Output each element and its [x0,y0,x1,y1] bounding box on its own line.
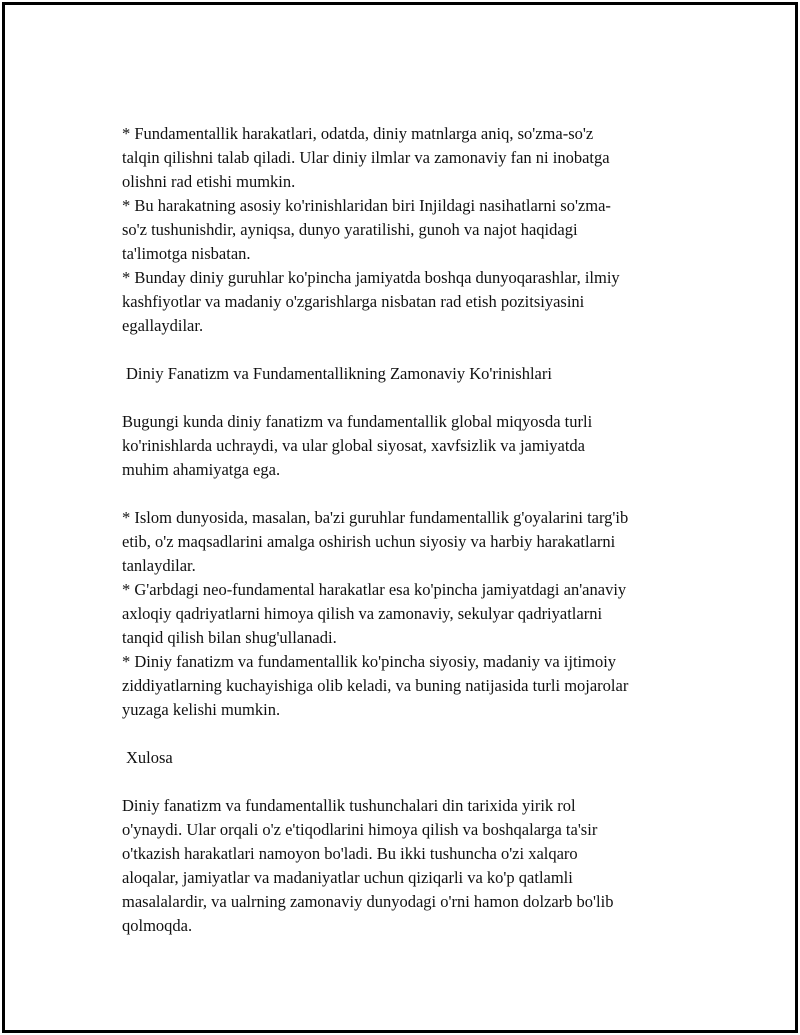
text-line: ziddiyatlarning kuchayishiga olib keladi, va buning natijasida turli mojarolar [122,676,629,695]
text-line: ko'rinishlarda uchraydi, va ular global siyosat, xavfsizlik va jamiyatda [122,436,586,455]
text-line: * Islom dunyosida, masalan, ba'zi guruhlar fundamentallik g'oyalarini targ'ib [122,508,629,527]
text-line: yuzaga kelishi mumkin. [122,700,281,719]
text-line: etib, o'z maqsadlarini amalga oshirish uchun siyosiy va harbiy harakatlarni [122,532,616,551]
text-line: o'tkazish harakatlari namoyon bo'ladi. Bu ikki tushuncha o'zi xalqaro [122,844,578,863]
text-line: ta'limotga nisbatan. [122,244,251,263]
text-line: egallaydilar. [122,316,204,335]
section-heading-modern-forms: Diniy Fanatizm va Fundamentallikning Zamonaviy Ko'rinishlari [126,364,552,383]
spacer [122,386,692,410]
text-line: tanqid qilish bilan shug'ullanadi. [122,628,337,647]
text-line: o'ynaydi. Ular orqali o'z e'tiqodlarini himoya qilish va boshqalarga ta'sir [122,820,598,839]
spacer [122,722,692,746]
text-line: aloqalar, jamiyatlar va madaniyatlar uchun qiziqarli va ko'p qatlamli [122,868,573,887]
text-line: * Diniy fanatizm va fundamentallik ko'pincha siyosiy, madaniy va ijtimoiy [122,652,617,671]
text-line: * Bunday diniy guruhlar ko'pincha jamiyatda boshqa dunyoqarashlar, ilmiy [122,268,620,287]
paragraph-modern-bullets [122,506,692,722]
text-line: Diniy fanatizm va fundamentallik tushunchalari din tarixida yirik rol [122,796,576,815]
text-line: tanlaydilar. [122,556,196,575]
text-line: qolmoqda. [122,916,193,935]
text-line: kashfiyotlar va madaniy o'zgarishlarga nisbatan rad etish pozitsiyasini [122,292,585,311]
text-line: muhim ahamiyatga ega. [122,460,281,479]
spacer [122,338,692,362]
text-line: * G'arbdagi neo-fundamental harakatlar esa ko'pincha jamiyatdagi an'anaviy [122,580,627,599]
text-line: so'z tushunishdir, ayniqsa, dunyo yaratilishi, gunoh va najot haqidagi [122,220,578,239]
text-line: axloqiy qadriyatlarni himoya qilish va zamonaviy, sekulyar qadriyatlarni [122,604,603,623]
paragraph-modern-intro [122,410,692,482]
spacer [122,482,692,506]
spacer [122,770,692,794]
text-line: masalalardir, va ualrning zamonaviy dunyodagi o'rni hamon dolzarb bo'lib [122,892,614,911]
paragraph-fundamentalism-bullets [122,122,692,338]
document-body [122,122,692,938]
text-line: talqin qilishni talab qiladi. Ular diniy ilmlar va zamonaviy fan ni inobatga [122,148,610,167]
paragraph-conclusion [122,794,692,938]
text-line: olishni rad etishi mumkin. [122,172,296,191]
text-line: * Bu harakatning asosiy ko'rinishlaridan biri Injildagi nasihatlarni so'zma- [122,196,611,215]
text-line: * Fundamentallik harakatlari, odatda, diniy matnlarga aniq, so'zma-so'z [122,124,594,143]
section-heading-conclusion: Xulosa [126,748,173,767]
text-line: Bugungi kunda diniy fanatizm va fundamentallik global miqyosda turli [122,412,593,431]
page-frame [2,2,798,1033]
